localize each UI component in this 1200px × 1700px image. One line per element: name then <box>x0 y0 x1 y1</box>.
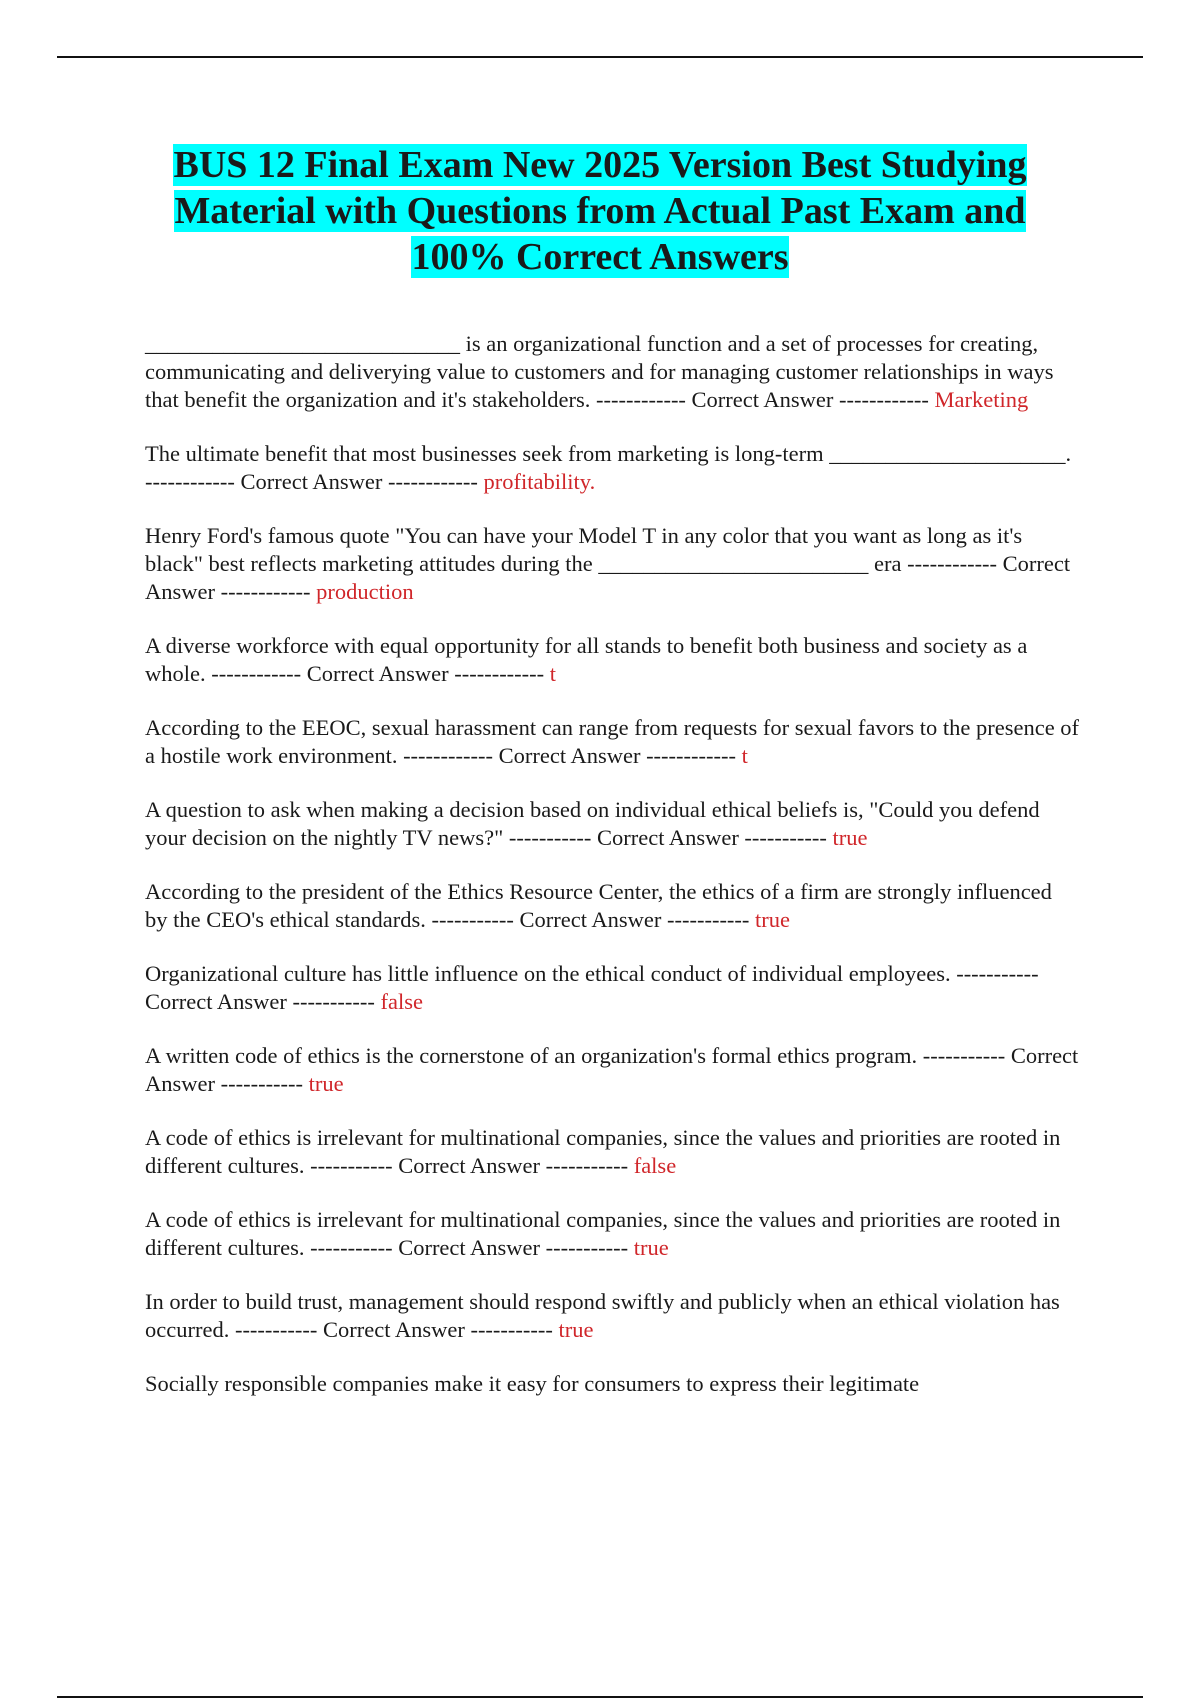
question-text: A code of ethics is irrelevant for multinational companies, since the values and priorities are rooted in different cultures. ----------- Correct Answer ----------- <box>145 1207 1061 1260</box>
qa-item <box>145 796 1080 852</box>
qa-item <box>145 1288 1080 1344</box>
question-text: The ultimate benefit that most businesses seek from marketing is long-term _____________________. ------------ Correct Answer ------------ <box>145 441 1072 494</box>
answer-text: false <box>380 989 423 1014</box>
qa-item <box>145 1206 1080 1262</box>
question-text: A written code of ethics is the cornerstone of an organization's formal ethics program. ----------- Correct Answer ----------- <box>145 1043 1079 1096</box>
document-title <box>140 142 1060 280</box>
qa-list <box>145 330 1080 1424</box>
answer-text: true <box>633 1235 669 1260</box>
answer-text: production <box>316 579 414 604</box>
question-text: ____________________________ is an organizational function and a set of processes for creating, communicating and deliverying value to customers and for managing customer relationships in ways that benefit the organization and it's stakeholders. ------------ Correct Answer ------------ <box>145 331 1054 412</box>
qa-item <box>145 714 1080 770</box>
answer-text: false <box>633 1153 677 1178</box>
question-text: Organizational culture has little influence on the ethical conduct of individual employees. ----------- Correct Answer ----------- <box>145 961 1039 1014</box>
answer-text: t <box>549 661 557 686</box>
answer-text: profitability. <box>483 469 596 494</box>
qa-item <box>145 1370 1080 1398</box>
question-text: A diverse workforce with equal opportunity for all stands to benefit both business and society as a whole. ------------ Correct Answer ------------ <box>145 633 1028 686</box>
qa-item <box>145 330 1080 414</box>
question-text: According to the EEOC, sexual harassment can range from requests for sexual favors to the presence of a hostile work environment. ------------ Correct Answer ------------ <box>145 715 1080 768</box>
qa-item <box>145 440 1080 496</box>
qa-item <box>145 632 1080 688</box>
qa-item <box>145 1124 1080 1180</box>
question-text: A code of ethics is irrelevant for multinational companies, since the values and priorities are rooted in different cultures. ----------- Correct Answer ----------- <box>145 1125 1061 1178</box>
answer-text: Marketing <box>934 387 1029 412</box>
top-rule <box>57 56 1143 58</box>
answer-text: true <box>755 907 791 932</box>
question-text: In order to build trust, management should respond swiftly and publicly when an ethical violation has occurred. ----------- Correct Answer ----------- <box>145 1289 1060 1342</box>
qa-item <box>145 522 1080 606</box>
qa-item <box>145 878 1080 934</box>
question-text: Henry Ford's famous quote "You can have your Model T in any color that you want as long as it's black" best reflects marketing attitudes during the ________________________ era ------------ Correct Answer ------------ <box>145 523 1071 604</box>
qa-item <box>145 960 1080 1016</box>
answer-text: true <box>308 1071 344 1096</box>
title-highlight: BUS 12 Final Exam New 2025 Version Best Studying Material with Questions from Actual Past Exam and 100% Correct Answers <box>173 144 1027 278</box>
answer-text: true <box>832 825 868 850</box>
question-text: A question to ask when making a decision based on individual ethical beliefs is, "Could you defend your decision on the nightly TV news?" ----------- Correct Answer ----------- <box>145 797 1040 850</box>
answer-text: true <box>558 1317 594 1342</box>
answer-text: t <box>741 743 748 768</box>
question-text: According to the president of the Ethics Resource Center, the ethics of a firm are strongly influenced by the CEO's ethical standards. ----------- Correct Answer ----------- <box>145 879 1052 932</box>
question-text: Socially responsible companies make it easy for consumers to express their legitimate <box>145 1371 920 1396</box>
bottom-rule <box>57 1696 1143 1698</box>
qa-item <box>145 1042 1080 1098</box>
